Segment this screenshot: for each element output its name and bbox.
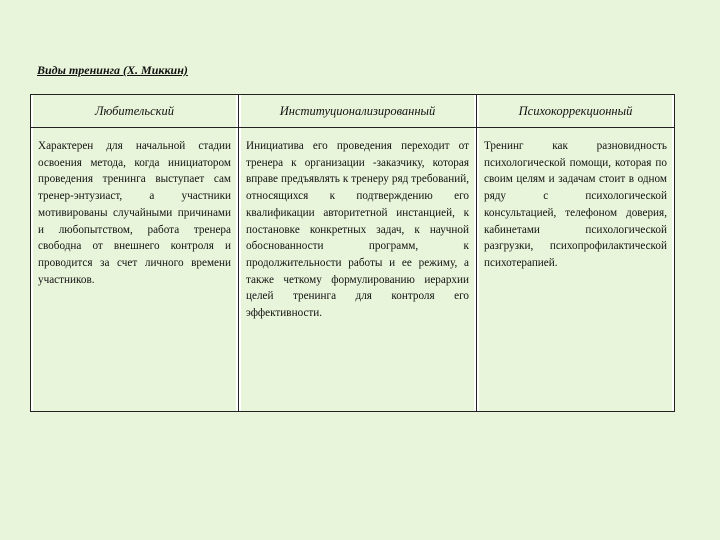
column-header-psychocorrective: Психокоррекционный — [477, 95, 675, 128]
cell-psychocorrective-description: Тренинг как разновидность психологической помощи, которая по своим целям и задачам стоит в одном ряду с психологической консультацией, телефоном доверия, кабинетами психологической разгрузки, психопрофилактической психотерапией. — [477, 128, 675, 412]
training-types-table — [30, 94, 675, 412]
table-header-row — [31, 95, 675, 128]
page-title: Виды тренинга (Х. Миккин) — [37, 63, 188, 77]
column-header-institutionalized: Институционализированный — [239, 95, 477, 128]
cell-amateur-description: Характерен для начальной стадии освоения метода, когда инициатором проведения тренинга выступает сам тренер-энтузиаст, а участники мотивированы случайными причинами и любопытством, работа тренера свободна от внешнего контроля и проводится за счет личного времени участников. — [31, 128, 239, 412]
table-row — [31, 128, 675, 412]
column-header-amateur: Любительский — [31, 95, 239, 128]
cell-institutionalized-description: Инициатива его проведения переходит от тренера к организации -заказчику, которая вправе предъявлять к тренеру ряд требований, относящихся к подтверждению его квалификации авторитетной инстанцией, к постановке конкретных задач, к научной обоснованности программ, к продолжительности работы и ее режиму, а также четкому формулированию иерархии целей тренинга для контроля его эффективности. — [239, 128, 477, 412]
